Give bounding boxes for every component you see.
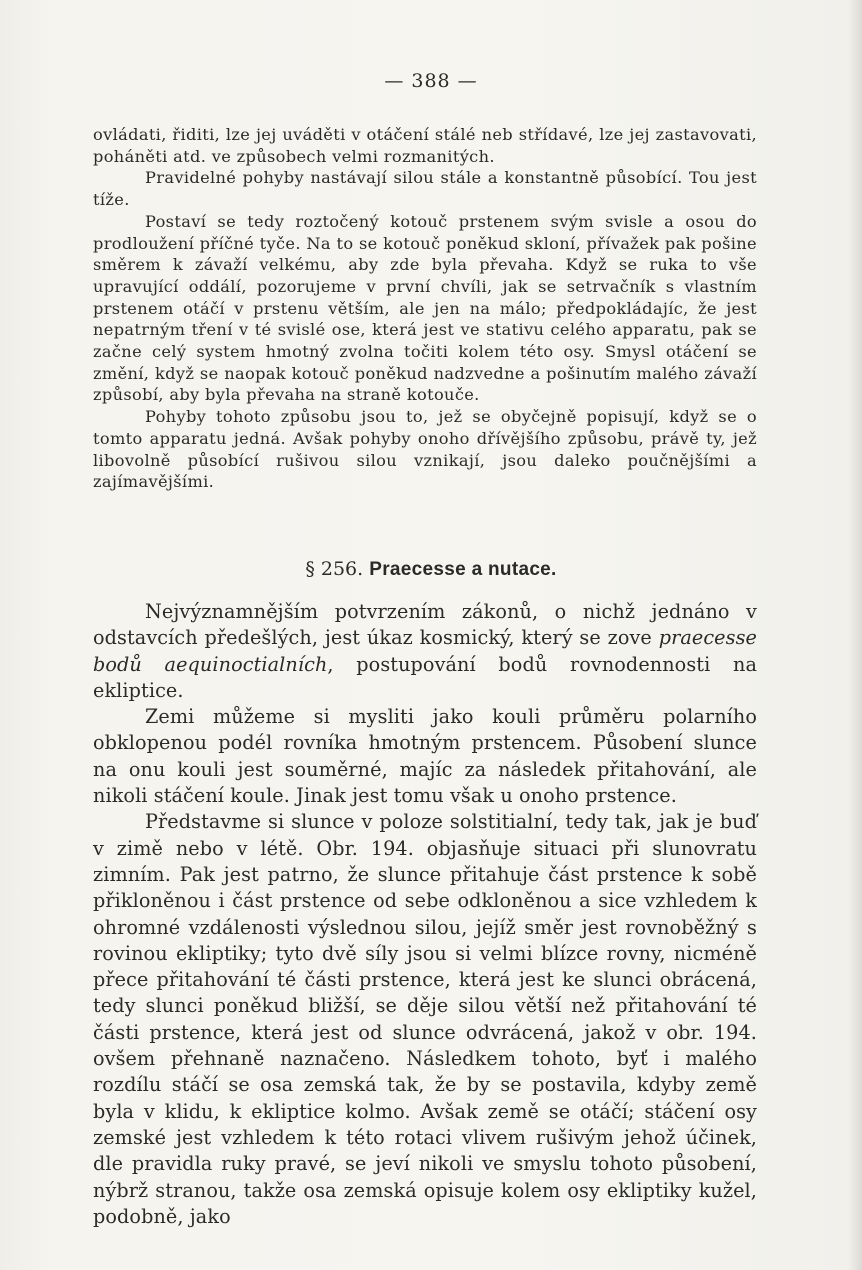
intro-paragraph-2: Pravidelné pohyby nastávají silou stále a konstantně působící. Tou jest tíže. <box>93 168 757 210</box>
body-paragraph-1-italic: praecesse bodů aequinoctialních <box>93 626 757 676</box>
body-paragraph-3: Představme si slunce v poloze solstitialní, tedy tak, jak je buď v zimě nebo v létě. Obr. 194. objasňuje situaci při slunovratu zimním. Pak jest patrno, že slunce přitahuje část prstence k sobě přikloněnou i část prstence od sebe odkloněnou a sice vzhledem k ohromné vzdálenosti výslednou silou, jejíž směr jest rovnoběžný s rovinou ekliptiky; tyto dvě síly jsou si velmi blízce rovny, nicméně přece přitahování té části prstence, která jest ke slunci obrácená, tedy slunci poněkud bližší, se děje silou větší než přitahování té části prstence, která jest od slunce odvrácená, jakož v obr. 194. ovšem přehnaně naznačeno. Následkem tohoto, byť i malého rozdílu stáčí se osa zemská tak, že by se postavila, kdyby země byla v klidu, k ekliptice kolmo. Avšak země se otáčí; stáčení osy zemské jest vzhledem k této rotaci vlivem rušivým jehož účinek, dle pravidla ruky pravé, se jeví nikoli ve smyslu tohoto působení, nýbrž stranou, takže osa zemská opisuje kolem osy ekliptiky kužel, podobně, jako <box>93 810 757 1228</box>
section-number: § 256. <box>305 558 364 580</box>
page-edge-shadow <box>848 0 862 1270</box>
section-heading <box>0 558 862 581</box>
body-paragraph-1 <box>93 599 757 704</box>
intro-text-block <box>93 124 757 493</box>
intro-paragraph-3: Postaví se tedy roztočený kotouč prstenem svým svisle a osou do prodloužení příčné tyče. Na to se kotouč poněkud skloní, přívažek pak pošine směrem k závaží velkému, aby zde byla převaha. Když se ruka to vše upravující oddálí, pozorujeme v první chvíli, jak se setrvačník s vlastním prstenem otáčí v prstenu větším, ale jen na málo; předpokládajíc, že jest nepatrným tření v té svislé ose, která jest ve stativu celého apparatu, pak se začne celý system hmotný zvolna točiti kolem této osy. Smysl otáčení se změní, když se naopak kotouč poněkud nadzvedne a pošinutím malého závaží způsobí, aby byla převaha na straně kotouče. <box>93 211 757 405</box>
intro-paragraph-1: ovládati, řiditi, lze jej uváděti v otáčení stálé neb střídavé, lze jej zastavovati, poháněti atd. ve způsobech velmi rozmanitých. <box>93 125 757 166</box>
body-paragraph-1-start: Nejvýznamnějším potvrzením zákonů, o nichž jednáno v odstavcích předešlých, jest úkaz kosmický, který se zove <box>93 600 757 650</box>
body-paragraph-1-end: , postupování bodů rovnodennosti na ekliptice. <box>93 652 758 702</box>
intro-paragraph-4: Pohyby tohoto způsobu jsou to, jež se obyčejně popisují, když se o tomto apparatu jedná. Avšak pohyby onoho dřívějšího způsobu, právě ty, jež libovolně působící rušivou silou vznikají, jsou daleko poučnějšími a zajímavějšími. <box>93 407 757 492</box>
section-title: Praecesse a nutace. <box>369 559 557 580</box>
body-paragraph-2: Zemi můžeme si mysliti jako kouli průměru polarního obklopenou podél rovníka hmotným prstencem. Působení slunce na onu kouli jest souměrné, majíc za následek přitahování, ale nikoli stáčení koule. Jinak jest tomu však u onoho prstence. <box>93 705 757 808</box>
section-body <box>93 599 757 1230</box>
page-number: — 388 — <box>384 70 478 92</box>
